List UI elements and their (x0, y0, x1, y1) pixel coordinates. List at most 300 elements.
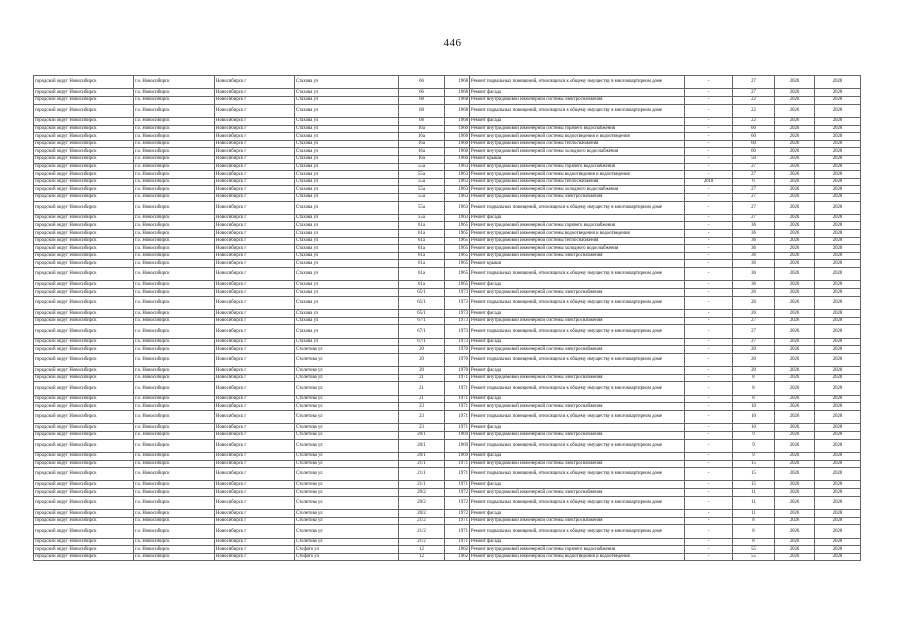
value-cell: 36 (733, 268, 775, 281)
last-repair-year-cell: - (685, 546, 733, 554)
table-row (34, 125, 861, 133)
table-row (34, 496, 861, 509)
house-number-cell: 65/1 (399, 289, 445, 297)
plan-start-year-cell: 2026 (775, 431, 815, 439)
last-repair-year-cell: - (685, 186, 733, 194)
house-number-cell: 16а (399, 155, 445, 163)
table-row (34, 296, 861, 309)
last-repair-year-cell: - (685, 125, 733, 133)
plan-start-year-cell: 2026 (775, 163, 815, 171)
settlement-cell: г.о. Новосибирск (134, 452, 215, 460)
build-year-cell: 1963 (445, 193, 470, 201)
work-type-cell: Ремонт подвальных помещений, относящихся к общему имуществу в многоквартирном доме (470, 325, 685, 338)
last-repair-year-cell: - (685, 367, 733, 375)
plan-end-year-cell: 2028 (815, 382, 861, 395)
value-cell: 10 (733, 403, 775, 411)
settlement-cell: г.о. Новосибирск (134, 468, 215, 481)
plan-start-year-cell: 2026 (775, 117, 815, 125)
work-type-cell: Ремонт внутридомовой инженерной системы электроснабжения (470, 252, 685, 260)
street-cell: Столетова ул (295, 403, 399, 411)
house-number-cell: 23 (399, 410, 445, 423)
plan-end-year-cell: 2028 (815, 452, 861, 460)
street-cell: Стахова ул (295, 222, 399, 230)
settlement-cell: г.о. Новосибирск (134, 186, 215, 194)
plan-end-year-cell: 2028 (815, 230, 861, 238)
plan-start-year-cell: 2026 (775, 140, 815, 148)
build-year-cell: 1965 (445, 237, 470, 245)
work-type-cell: Ремонт внутридомовой инженерной системы электроснабжения (470, 317, 685, 325)
plan-end-year-cell: 2028 (815, 117, 861, 125)
plan-end-year-cell: 2028 (815, 245, 861, 253)
settlement-cell: г.о. Новосибирск (134, 346, 215, 354)
build-year-cell: 1973 (445, 317, 470, 325)
plan-end-year-cell: 2028 (815, 353, 861, 366)
settlement-cell: г.о. Новосибирск (134, 517, 215, 525)
last-repair-year-cell: - (685, 140, 733, 148)
street-cell: Стахова ул (295, 289, 399, 297)
plan-start-year-cell: 2026 (775, 481, 815, 489)
build-year-cell: 1973 (445, 310, 470, 318)
build-year-cell: 1962 (445, 546, 470, 554)
settlement-cell: г.о. Новосибирск (134, 382, 215, 395)
last-repair-year-cell: - (685, 171, 733, 179)
value-cell: 27 (733, 186, 775, 194)
settlement-cell: г.о. Новосибирск (134, 171, 215, 179)
value-cell: 36 (733, 245, 775, 253)
settlement-cell: г.о. Новосибирск (134, 317, 215, 325)
build-year-cell: 1963 (445, 214, 470, 222)
street-cell: Стахова ул (295, 117, 399, 125)
value-cell: 27 (733, 317, 775, 325)
settlement-cell: г.о. Новосибирск (134, 296, 215, 309)
work-type-cell: Ремонт внутридомовой инженерной системы электроснабжения (470, 403, 685, 411)
last-repair-year-cell: - (685, 201, 733, 214)
plan-end-year-cell: 2028 (815, 310, 861, 318)
table-row (34, 338, 861, 346)
plan-end-year-cell: 2028 (815, 546, 861, 554)
street-cell: Столетова ул (295, 382, 399, 395)
value-cell: 15 (733, 460, 775, 468)
street-cell: Столетова ул (295, 452, 399, 460)
house-number-cell: 21/1 (399, 460, 445, 468)
plan-start-year-cell: 2026 (775, 201, 815, 214)
value-cell: 20 (733, 346, 775, 354)
city-cell: Новосибирск г (215, 214, 295, 222)
municipality-cell: городской округ Новосибирск (34, 252, 134, 260)
plan-start-year-cell: 2026 (775, 317, 815, 325)
municipality-cell: городской округ Новосибирск (34, 140, 134, 148)
street-cell: Столетова ул (295, 395, 399, 403)
table-row (34, 538, 861, 546)
work-type-cell: Ремонт внутридомовой инженерной системы теплоснабжения (470, 140, 685, 148)
work-type-cell: Ремонт внутридомовой инженерной системы холодного водоснабжения (470, 186, 685, 194)
street-cell: Столетова ул (295, 424, 399, 432)
value-cell: 27 (733, 201, 775, 214)
plan-start-year-cell: 2026 (775, 222, 815, 230)
build-year-cell: 1969 (445, 439, 470, 452)
city-cell: Новосибирск г (215, 403, 295, 411)
value-cell: 22 (733, 117, 775, 125)
plan-start-year-cell: 2026 (775, 171, 815, 179)
street-cell: Стахова ул (295, 325, 399, 338)
plan-end-year-cell: 2028 (815, 193, 861, 201)
city-cell: Новосибирск г (215, 553, 295, 561)
work-type-cell: Ремонт внутридомовой инженерной системы электроснабжения (470, 460, 685, 468)
plan-end-year-cell: 2028 (815, 431, 861, 439)
settlement-cell: г.о. Новосибирск (134, 104, 215, 117)
city-cell: Новосибирск г (215, 230, 295, 238)
work-type-cell: Ремонт фасада (470, 281, 685, 289)
last-repair-year-cell: - (685, 382, 733, 395)
last-repair-year-cell: - (685, 468, 733, 481)
plan-start-year-cell: 2026 (775, 245, 815, 253)
last-repair-year-cell: - (685, 325, 733, 338)
plan-end-year-cell: 2028 (815, 424, 861, 432)
table-row (34, 289, 861, 297)
municipality-cell: городской округ Новосибирск (34, 553, 134, 561)
plan-start-year-cell: 2026 (775, 125, 815, 133)
street-cell: Столетова ул (295, 481, 399, 489)
plan-end-year-cell: 2028 (815, 510, 861, 518)
municipality-cell: городской округ Новосибирск (34, 346, 134, 354)
build-year-cell: 1965 (445, 281, 470, 289)
work-type-cell: Ремонт подвальных помещений, относящихся к общему имуществу в многоквартирном доме (470, 468, 685, 481)
city-cell: Новосибирск г (215, 424, 295, 432)
house-number-cell: 20 (399, 353, 445, 366)
plan-start-year-cell: 2026 (775, 268, 815, 281)
house-number-cell: 21 (399, 395, 445, 403)
plan-start-year-cell: 2026 (775, 289, 815, 297)
municipality-cell: городской округ Новосибирск (34, 104, 134, 117)
house-number-cell: 61а (399, 268, 445, 281)
value-cell: 9 (733, 452, 775, 460)
plan-start-year-cell: 2026 (775, 310, 815, 318)
build-year-cell: 1972 (445, 496, 470, 509)
municipality-cell: городской округ Новосибирск (34, 424, 134, 432)
work-type-cell: Ремонт внутридомовой инженерной системы электроснабжения (470, 193, 685, 201)
table-row (34, 230, 861, 238)
street-cell: Стахова ул (295, 171, 399, 179)
settlement-cell: г.о. Новосибирск (134, 338, 215, 346)
work-type-cell: Ремонт подвальных помещений, относящихся к общему имуществу в многоквартирном доме (470, 296, 685, 309)
street-cell: Столетова ул (295, 346, 399, 354)
plan-end-year-cell: 2028 (815, 367, 861, 375)
city-cell: Новосибирск г (215, 163, 295, 171)
value-cell: 26 (733, 310, 775, 318)
build-year-cell: 1965 (445, 230, 470, 238)
street-cell: Стахова ул (295, 178, 399, 186)
plan-end-year-cell: 2028 (815, 489, 861, 497)
house-number-cell: 61а (399, 222, 445, 230)
build-year-cell: 1972 (445, 510, 470, 518)
value-cell: 36 (733, 222, 775, 230)
table-row (34, 193, 861, 201)
city-cell: Новосибирск г (215, 496, 295, 509)
work-type-cell: Ремонт внутридомовой инженерной системы горячего водоснабжения (470, 163, 685, 171)
work-type-cell: Ремонт внутридомовой инженерной системы водоотведения и водоотведения (470, 553, 685, 561)
street-cell: Столетова ул (295, 525, 399, 538)
build-year-cell: 1971 (445, 538, 470, 546)
build-year-cell: 1968 (445, 104, 470, 117)
plan-start-year-cell: 2026 (775, 403, 815, 411)
table-row (34, 281, 861, 289)
municipality-cell: городской округ Новосибирск (34, 489, 134, 497)
city-cell: Новосибирск г (215, 237, 295, 245)
house-number-cell: 12 (399, 553, 445, 561)
city-cell: Новосибирск г (215, 546, 295, 554)
city-cell: Новосибирск г (215, 201, 295, 214)
street-cell: Стофато ул (295, 553, 399, 561)
house-number-cell: 21 (399, 382, 445, 395)
city-cell: Новосибирск г (215, 460, 295, 468)
plan-start-year-cell: 2026 (775, 155, 815, 163)
value-cell: 8 (733, 395, 775, 403)
house-number-cell: 20/2 (399, 489, 445, 497)
value-cell: 36 (733, 260, 775, 268)
value-cell: 27 (733, 163, 775, 171)
work-type-cell: Ремонт внутридомовой инженерной системы горячего водоснабжения (470, 546, 685, 554)
table-row (34, 346, 861, 354)
city-cell: Новосибирск г (215, 148, 295, 156)
work-type-cell: Ремонт крыши (470, 260, 685, 268)
table-row (34, 310, 861, 318)
plan-end-year-cell: 2028 (815, 125, 861, 133)
work-type-cell: Ремонт внутридомовой инженерной системы электроснабжения (470, 431, 685, 439)
last-repair-year-cell: - (685, 163, 733, 171)
table-row (34, 410, 861, 423)
settlement-cell: г.о. Новосибирск (134, 117, 215, 125)
plan-end-year-cell: 2028 (815, 237, 861, 245)
work-type-cell: Ремонт внутридомовой инженерной системы электроснабжения (470, 374, 685, 382)
plan-start-year-cell: 2026 (775, 133, 815, 141)
build-year-cell: 1963 (445, 201, 470, 214)
table-row (34, 510, 861, 518)
work-type-cell: Ремонт внутридомовой инженерной системы горячего водоснабжения (470, 125, 685, 133)
house-number-cell: 61а (399, 260, 445, 268)
build-year-cell: 1973 (445, 296, 470, 309)
last-repair-year-cell: - (685, 117, 733, 125)
value-cell: 11 (733, 510, 775, 518)
city-cell: Новосибирск г (215, 260, 295, 268)
municipality-cell: городской округ Новосибирск (34, 214, 134, 222)
value-cell: 27 (733, 325, 775, 338)
municipality-cell: городской округ Новосибирск (34, 222, 134, 230)
city-cell: Новосибирск г (215, 96, 295, 104)
street-cell: Стахова ул (295, 201, 399, 214)
build-year-cell: 1965 (445, 222, 470, 230)
value-cell: 27 (733, 214, 775, 222)
house-number-cell: 61а (399, 281, 445, 289)
municipality-cell: городской округ Новосибирск (34, 538, 134, 546)
city-cell: Новосибирск г (215, 155, 295, 163)
house-number-cell: 61а (399, 230, 445, 238)
table-row (34, 374, 861, 382)
value-cell: 15 (733, 481, 775, 489)
plan-start-year-cell: 2026 (775, 338, 815, 346)
last-repair-year-cell: - (685, 538, 733, 546)
house-number-cell: 61а (399, 252, 445, 260)
house-number-cell: 68 (399, 104, 445, 117)
plan-end-year-cell: 2028 (815, 317, 861, 325)
settlement-cell: г.о. Новосибирск (134, 201, 215, 214)
plan-end-year-cell: 2028 (815, 346, 861, 354)
plan-start-year-cell: 2026 (775, 230, 815, 238)
city-cell: Новосибирск г (215, 125, 295, 133)
last-repair-year-cell: - (685, 76, 733, 89)
house-number-cell: 16а (399, 133, 445, 141)
value-cell: 60 (733, 125, 775, 133)
table-row (34, 546, 861, 554)
street-cell: Столетова ул (295, 460, 399, 468)
plan-start-year-cell: 2026 (775, 460, 815, 468)
last-repair-year-cell: - (685, 281, 733, 289)
plan-start-year-cell: 2026 (775, 424, 815, 432)
build-year-cell: 1970 (445, 353, 470, 366)
house-number-cell: 61а (399, 237, 445, 245)
municipality-cell: городской округ Новосибирск (34, 163, 134, 171)
settlement-cell: г.о. Новосибирск (134, 367, 215, 375)
municipality-cell: городской округ Новосибирск (34, 374, 134, 382)
work-type-cell: Ремонт подвальных помещений, относящихся к общему имуществу в многоквартирном доме (470, 268, 685, 281)
build-year-cell: 1960 (445, 155, 470, 163)
build-year-cell: 1963 (445, 171, 470, 179)
settlement-cell: г.о. Новосибирск (134, 431, 215, 439)
last-repair-year-cell: - (685, 296, 733, 309)
last-repair-year-cell: - (685, 489, 733, 497)
last-repair-year-cell: - (685, 452, 733, 460)
street-cell: Столетова ул (295, 374, 399, 382)
settlement-cell: г.о. Новосибирск (134, 96, 215, 104)
city-cell: Новосибирск г (215, 104, 295, 117)
value-cell: 11 (733, 496, 775, 509)
municipality-cell: городской округ Новосибирск (34, 317, 134, 325)
table-row (34, 424, 861, 432)
table-row (34, 148, 861, 156)
plan-start-year-cell: 2026 (775, 193, 815, 201)
municipality-cell: городской округ Новосибирск (34, 353, 134, 366)
value-cell: 9 (733, 439, 775, 452)
table-row (34, 214, 861, 222)
value-cell: 36 (733, 281, 775, 289)
work-type-cell: Ремонт внутридомовой инженерной системы теплоснабжения (470, 237, 685, 245)
value-cell: 8 (733, 538, 775, 546)
work-type-cell: Ремонт подвальных помещений, относящихся к общему имуществу в многоквартирном доме (470, 201, 685, 214)
last-repair-year-cell: - (685, 214, 733, 222)
table-row (34, 76, 861, 89)
settlement-cell: г.о. Новосибирск (134, 489, 215, 497)
table-row (34, 439, 861, 452)
municipality-cell: городской округ Новосибирск (34, 178, 134, 186)
plan-end-year-cell: 2028 (815, 201, 861, 214)
plan-end-year-cell: 2028 (815, 468, 861, 481)
house-number-cell: 20/2 (399, 496, 445, 509)
build-year-cell: 1970 (445, 346, 470, 354)
last-repair-year-cell: - (685, 431, 733, 439)
plan-start-year-cell: 2026 (775, 410, 815, 423)
table-row (34, 395, 861, 403)
build-year-cell: 1973 (445, 289, 470, 297)
municipality-cell: городской округ Новосибирск (34, 403, 134, 411)
plan-end-year-cell: 2028 (815, 281, 861, 289)
plan-start-year-cell: 2026 (775, 325, 815, 338)
work-type-cell: Ремонт внутридомовой инженерной системы водоотведения и водоотведения (470, 230, 685, 238)
settlement-cell: г.о. Новосибирск (134, 496, 215, 509)
municipality-cell: городской округ Новосибирск (34, 268, 134, 281)
plan-end-year-cell: 2028 (815, 260, 861, 268)
plan-start-year-cell: 2026 (775, 252, 815, 260)
value-cell: 55 (733, 553, 775, 561)
last-repair-year-cell: - (685, 553, 733, 561)
plan-start-year-cell: 2026 (775, 148, 815, 156)
municipality-cell: городской округ Новосибирск (34, 452, 134, 460)
street-cell: Стахова ул (295, 252, 399, 260)
work-type-cell: Ремонт фасада (470, 338, 685, 346)
value-cell: 8 (733, 525, 775, 538)
street-cell: Стахова ул (295, 125, 399, 133)
settlement-cell: г.о. Новосибирск (134, 76, 215, 89)
work-type-cell: Ремонт подвальных помещений, относящихся к общему имуществу в многоквартирном доме (470, 496, 685, 509)
build-year-cell: 1971 (445, 468, 470, 481)
build-year-cell: 1962 (445, 553, 470, 561)
work-type-cell: Ремонт крыши (470, 155, 685, 163)
municipality-cell: городской округ Новосибирск (34, 230, 134, 238)
work-type-cell: Ремонт внутридомовой инженерной системы холодного водоснабжения (470, 245, 685, 253)
street-cell: Стахова ул (295, 96, 399, 104)
build-year-cell: 1973 (445, 325, 470, 338)
city-cell: Новосибирск г (215, 452, 295, 460)
city-cell: Новосибирск г (215, 410, 295, 423)
work-type-cell: Ремонт подвальных помещений, относящихся к общему имуществу в многоквартирном доме (470, 76, 685, 89)
settlement-cell: г.о. Новосибирск (134, 289, 215, 297)
value-cell: 36 (733, 252, 775, 260)
work-type-cell: Ремонт подвальных помещений, относящихся к общему имуществу в многоквартирном доме (470, 410, 685, 423)
house-number-cell: 55а (399, 171, 445, 179)
plan-end-year-cell: 2028 (815, 268, 861, 281)
municipality-cell: городской округ Новосибирск (34, 237, 134, 245)
street-cell: Стахова ул (295, 133, 399, 141)
municipality-cell: городской округ Новосибирск (34, 439, 134, 452)
last-repair-year-cell: - (685, 496, 733, 509)
city-cell: Новосибирск г (215, 171, 295, 179)
city-cell: Новосибирск г (215, 296, 295, 309)
municipality-cell: городской округ Новосибирск (34, 496, 134, 509)
work-type-cell: Ремонт фасада (470, 481, 685, 489)
work-type-cell: Ремонт фасада (470, 538, 685, 546)
value-cell: 9 (733, 431, 775, 439)
settlement-cell: г.о. Новосибирск (134, 125, 215, 133)
value-cell: 60 (733, 140, 775, 148)
work-type-cell: Ремонт внутридомовой инженерной системы теплоснабжения (470, 178, 685, 186)
value-cell: 50 (733, 155, 775, 163)
city-cell: Новосибирск г (215, 395, 295, 403)
plan-end-year-cell: 2028 (815, 496, 861, 509)
build-year-cell: 1963 (445, 186, 470, 194)
plan-end-year-cell: 2028 (815, 140, 861, 148)
value-cell: 55 (733, 546, 775, 554)
street-cell: Стахова ул (295, 237, 399, 245)
last-repair-year-cell: - (685, 222, 733, 230)
municipality-cell: городской округ Новосибирск (34, 310, 134, 318)
work-type-cell: Ремонт фасада (470, 424, 685, 432)
value-cell: 60 (733, 148, 775, 156)
plan-start-year-cell: 2026 (775, 496, 815, 509)
build-year-cell: 1973 (445, 338, 470, 346)
build-year-cell: 1971 (445, 403, 470, 411)
plan-start-year-cell: 2026 (775, 186, 815, 194)
plan-start-year-cell: 2026 (775, 374, 815, 382)
municipality-cell: городской округ Новосибирск (34, 460, 134, 468)
street-cell: Стофато ул (295, 546, 399, 554)
